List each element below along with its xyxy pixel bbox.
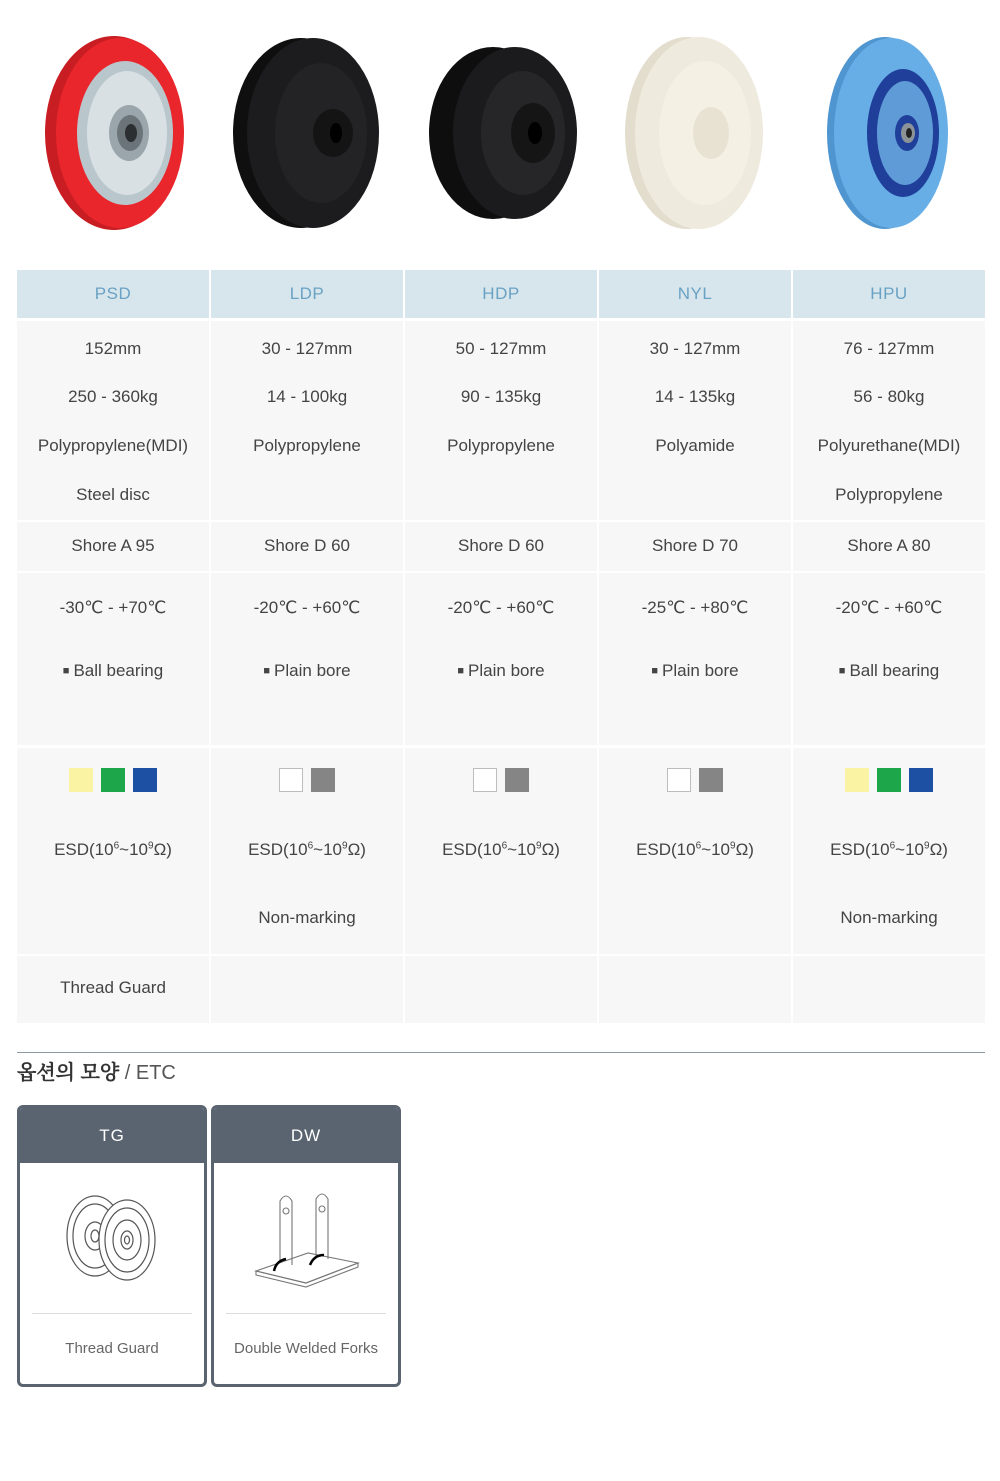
spec-block: [793, 321, 985, 745]
esd-value: $ESD(10^6\sim 10^9\Omega)$: [442, 840, 560, 859]
column-header: LDP: [211, 270, 403, 318]
color-swatches: [599, 768, 791, 792]
spec-block: [211, 321, 403, 745]
bearing-value: ■ Plain bore: [405, 661, 597, 681]
color-swatches: [211, 768, 403, 792]
color-swatch: [667, 768, 691, 792]
temperature-value: -20℃ - +60℃: [835, 598, 943, 617]
esd-value: $ESD(10^6\sim 10^9\Omega)$: [636, 840, 754, 859]
wheel-image-ldp: [211, 20, 405, 245]
esd-value: $ESD(10^6\sim 10^9\Omega)$: [54, 840, 172, 859]
diameter-value: 50 - 127mm: [455, 339, 547, 358]
temperature-value: -20℃ - +60℃: [253, 598, 361, 617]
divider-line: [226, 1313, 386, 1314]
column-hdp: [405, 270, 597, 859]
column-nyl: [599, 270, 791, 859]
non-marking-value: Non-marking: [258, 908, 356, 927]
thread-guard-icon: [20, 1163, 204, 1313]
color-swatch: [699, 768, 723, 792]
load-value: 90 - 135kg: [460, 387, 542, 406]
core-value: Steel disc: [76, 485, 150, 504]
load-value: 14 - 100kg: [266, 387, 348, 406]
non-marking-value: Non-marking: [840, 908, 938, 927]
esd-value: $ESD(10^6\sim 10^9\Omega)$: [248, 840, 366, 859]
color-swatch: [877, 768, 901, 792]
diameter-value: 30 - 127mm: [261, 339, 353, 358]
color-swatch: [505, 768, 529, 792]
load-value: 56 - 80kg: [853, 387, 925, 406]
divider-line: [32, 1313, 192, 1314]
diameter-value: 30 - 127mm: [649, 339, 741, 358]
hardness-value: Shore A 80: [847, 536, 931, 555]
options-block: [17, 748, 209, 1023]
wheel-image-hpu: [793, 20, 987, 245]
wheel-image-psd: [17, 20, 211, 245]
options-block: [599, 748, 791, 1023]
hardness-value: Shore D 60: [264, 536, 350, 555]
bearing-value: ■ Ball bearing: [17, 661, 209, 681]
option-code: TG: [20, 1108, 204, 1163]
bearing-value: ■ Plain bore: [211, 661, 403, 681]
color-swatches: [405, 768, 597, 792]
spec-block: [405, 321, 597, 745]
temperature-value: -25℃ - +80℃: [641, 598, 749, 617]
hardness-value: Shore D 70: [652, 536, 738, 555]
tread-value: Polyamide: [655, 436, 735, 455]
color-swatch: [473, 768, 497, 792]
esd-value: $ESD(10^6\sim 10^9\Omega)$: [830, 840, 948, 859]
color-swatch: [909, 768, 933, 792]
column-header: HDP: [405, 270, 597, 318]
bearing-value: ■ Plain bore: [599, 661, 791, 681]
wheel-image-nyl: [599, 20, 793, 245]
hardness-value: Shore D 60: [458, 536, 544, 555]
options-block: [793, 748, 985, 1023]
wheel-image-hdp: [405, 20, 599, 245]
hardness-value: Shore A 95: [71, 536, 155, 555]
temperature-value: -30℃ - +70℃: [59, 598, 167, 617]
color-swatch: [311, 768, 335, 792]
color-swatches: [17, 768, 209, 792]
column-header: NYL: [599, 270, 791, 318]
bearing-value: ■ Ball bearing: [793, 661, 985, 681]
column-hpu: [793, 270, 985, 927]
tread-value: Polypropylene: [253, 436, 361, 455]
spec-block: [17, 321, 209, 745]
color-swatches: [793, 768, 985, 792]
diameter-value: 152mm: [84, 339, 142, 358]
tread-value: Polypropylene: [447, 436, 555, 455]
temperature-value: -20℃ - +60℃: [447, 598, 555, 617]
column-ldp: [211, 270, 403, 927]
option-caption: Double Welded Forks: [234, 1340, 378, 1357]
section-divider: [17, 1052, 985, 1053]
double-welded-forks-icon: [214, 1163, 398, 1313]
color-swatch: [133, 768, 157, 792]
column-header: HPU: [793, 270, 985, 318]
tread-value: Polypropylene(MDI): [37, 436, 189, 455]
load-value: 250 - 360kg: [68, 387, 158, 406]
option-code: DW: [214, 1108, 398, 1163]
extra-option-value: Thread Guard: [60, 978, 166, 997]
color-swatch: [69, 768, 93, 792]
wheel-images: [17, 20, 985, 245]
tread-value: Polyurethane(MDI): [817, 436, 961, 455]
color-swatch: [845, 768, 869, 792]
diameter-value: 76 - 127mm: [843, 339, 935, 358]
options-block: [211, 748, 403, 1023]
spec-block: [599, 321, 791, 745]
load-value: 14 - 135kg: [654, 387, 736, 406]
option-caption: Thread Guard: [65, 1340, 159, 1357]
column-psd: [17, 270, 209, 997]
core-value: Polypropylene: [835, 485, 943, 504]
option-card-tg: [17, 1105, 207, 1387]
column-header: PSD: [17, 270, 209, 318]
option-card-dw: [211, 1105, 401, 1387]
etc-section-title: 옵션의 모양 / ETC: [17, 1062, 176, 1084]
color-swatch: [279, 768, 303, 792]
options-block: [405, 748, 597, 1023]
color-swatch: [101, 768, 125, 792]
